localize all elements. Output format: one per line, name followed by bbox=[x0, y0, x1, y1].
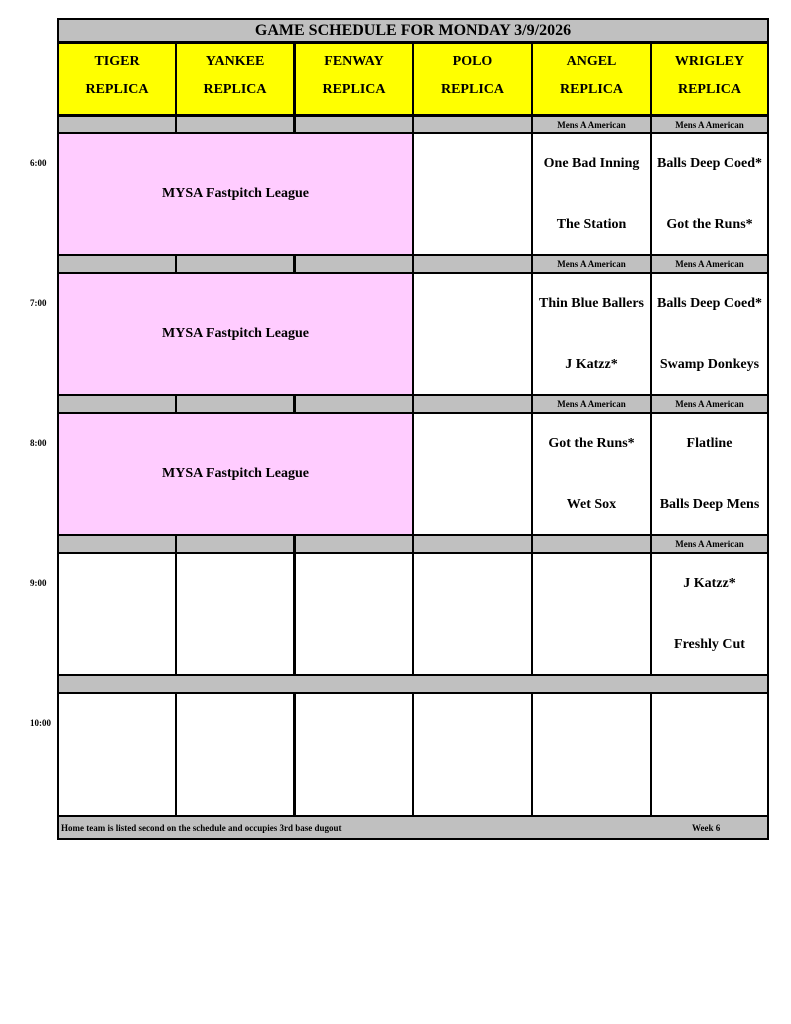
field-sub: REPLICA bbox=[677, 82, 741, 97]
field-header-angel bbox=[531, 42, 652, 116]
game-cell-wrigley bbox=[650, 412, 769, 536]
game-cell-angel bbox=[531, 412, 652, 536]
field-sub: REPLICA bbox=[440, 82, 504, 97]
empty-game-cell bbox=[294, 692, 414, 817]
schedule-title: GAME SCHEDULE FOR MONDAY 3/9/2026 bbox=[57, 18, 769, 43]
field-name: ANGEL bbox=[566, 54, 617, 69]
game-cell-wrigley bbox=[650, 272, 769, 396]
division-cell: Mens A American bbox=[531, 394, 652, 414]
league-name: MYSA Fastpitch League bbox=[162, 326, 309, 341]
home-team: Wet Sox bbox=[566, 497, 617, 512]
home-team: Swamp Donkeys bbox=[659, 357, 760, 372]
division-cell bbox=[175, 254, 295, 274]
league-block bbox=[57, 412, 414, 536]
league-name: MYSA Fastpitch League bbox=[162, 186, 309, 201]
game-cell-wrigley bbox=[650, 132, 769, 256]
division-cell bbox=[531, 534, 652, 554]
division-cell bbox=[412, 534, 533, 554]
division-cell bbox=[57, 534, 177, 554]
field-header-tiger bbox=[57, 42, 177, 116]
field-header-yankee bbox=[175, 42, 295, 116]
time-label: 7:00 bbox=[30, 298, 47, 308]
division-cell: Mens A American bbox=[650, 394, 769, 414]
time-label: 8:00 bbox=[30, 438, 47, 448]
empty-game-cell bbox=[412, 412, 533, 536]
away-team: Flatline bbox=[686, 436, 733, 451]
division-cell: Mens A American bbox=[650, 115, 769, 134]
empty-game-cell bbox=[531, 552, 652, 676]
division-cell bbox=[175, 394, 295, 414]
home-team: The Station bbox=[556, 217, 627, 232]
division-cell: Mens A American bbox=[650, 254, 769, 274]
away-team: J Katzz* bbox=[683, 576, 736, 591]
division-cell bbox=[57, 254, 177, 274]
field-sub: REPLICA bbox=[322, 82, 386, 97]
game-cell-angel bbox=[531, 132, 652, 256]
division-cell bbox=[412, 394, 533, 414]
empty-game-cell bbox=[412, 692, 533, 817]
division-cell bbox=[294, 254, 414, 274]
away-team: Balls Deep Coed* bbox=[657, 156, 762, 171]
division-cell bbox=[412, 254, 533, 274]
empty-game-cell bbox=[412, 132, 533, 256]
league-name: MYSA Fastpitch League bbox=[162, 466, 309, 481]
away-team: Thin Blue Ballers bbox=[538, 296, 645, 311]
field-sub: REPLICA bbox=[559, 82, 623, 97]
league-block bbox=[57, 132, 414, 256]
field-name: WRIGLEY bbox=[674, 54, 745, 69]
week-label: Week 6 bbox=[692, 823, 721, 833]
division-cell: Mens A American bbox=[531, 115, 652, 134]
field-header-fenway bbox=[294, 42, 414, 116]
empty-game-cell bbox=[57, 692, 177, 817]
field-name: POLO bbox=[452, 54, 493, 69]
away-team: Got the Runs* bbox=[548, 436, 635, 451]
field-header-polo bbox=[412, 42, 533, 116]
time-label: 9:00 bbox=[30, 578, 47, 588]
field-header-wrigley bbox=[650, 42, 769, 116]
home-team-note: Home team is listed second on the schedule and occupies 3rd base dugout bbox=[61, 823, 342, 833]
empty-game-cell bbox=[175, 692, 295, 817]
empty-game-cell bbox=[412, 552, 533, 676]
division-cell bbox=[294, 394, 414, 414]
division-band bbox=[57, 674, 769, 694]
division-cell bbox=[294, 534, 414, 554]
game-cell-angel bbox=[531, 272, 652, 396]
empty-game-cell bbox=[57, 552, 177, 676]
game-cell-wrigley bbox=[650, 552, 769, 676]
field-name: YANKEE bbox=[205, 54, 265, 69]
field-sub: REPLICA bbox=[85, 82, 149, 97]
empty-game-cell bbox=[650, 692, 769, 817]
home-team: Got the Runs* bbox=[666, 217, 753, 232]
empty-game-cell bbox=[294, 552, 414, 676]
home-team: Balls Deep Mens bbox=[659, 497, 760, 512]
time-label: 6:00 bbox=[30, 158, 47, 168]
schedule-footer bbox=[57, 815, 769, 840]
away-team: Balls Deep Coed* bbox=[657, 296, 762, 311]
empty-game-cell bbox=[175, 552, 295, 676]
field-name: FENWAY bbox=[324, 54, 384, 69]
league-block bbox=[57, 272, 414, 396]
time-label: 10:00 bbox=[30, 718, 51, 728]
empty-game-cell bbox=[412, 272, 533, 396]
home-team: Freshly Cut bbox=[674, 637, 745, 652]
division-cell bbox=[175, 534, 295, 554]
home-team: J Katzz* bbox=[565, 357, 618, 372]
division-cell: Mens A American bbox=[531, 254, 652, 274]
division-cell bbox=[57, 394, 177, 414]
empty-game-cell bbox=[531, 692, 652, 817]
field-name: TIGER bbox=[94, 54, 140, 69]
away-team: One Bad Inning bbox=[543, 156, 640, 171]
field-sub: REPLICA bbox=[203, 82, 267, 97]
division-cell: Mens A American bbox=[650, 534, 769, 554]
